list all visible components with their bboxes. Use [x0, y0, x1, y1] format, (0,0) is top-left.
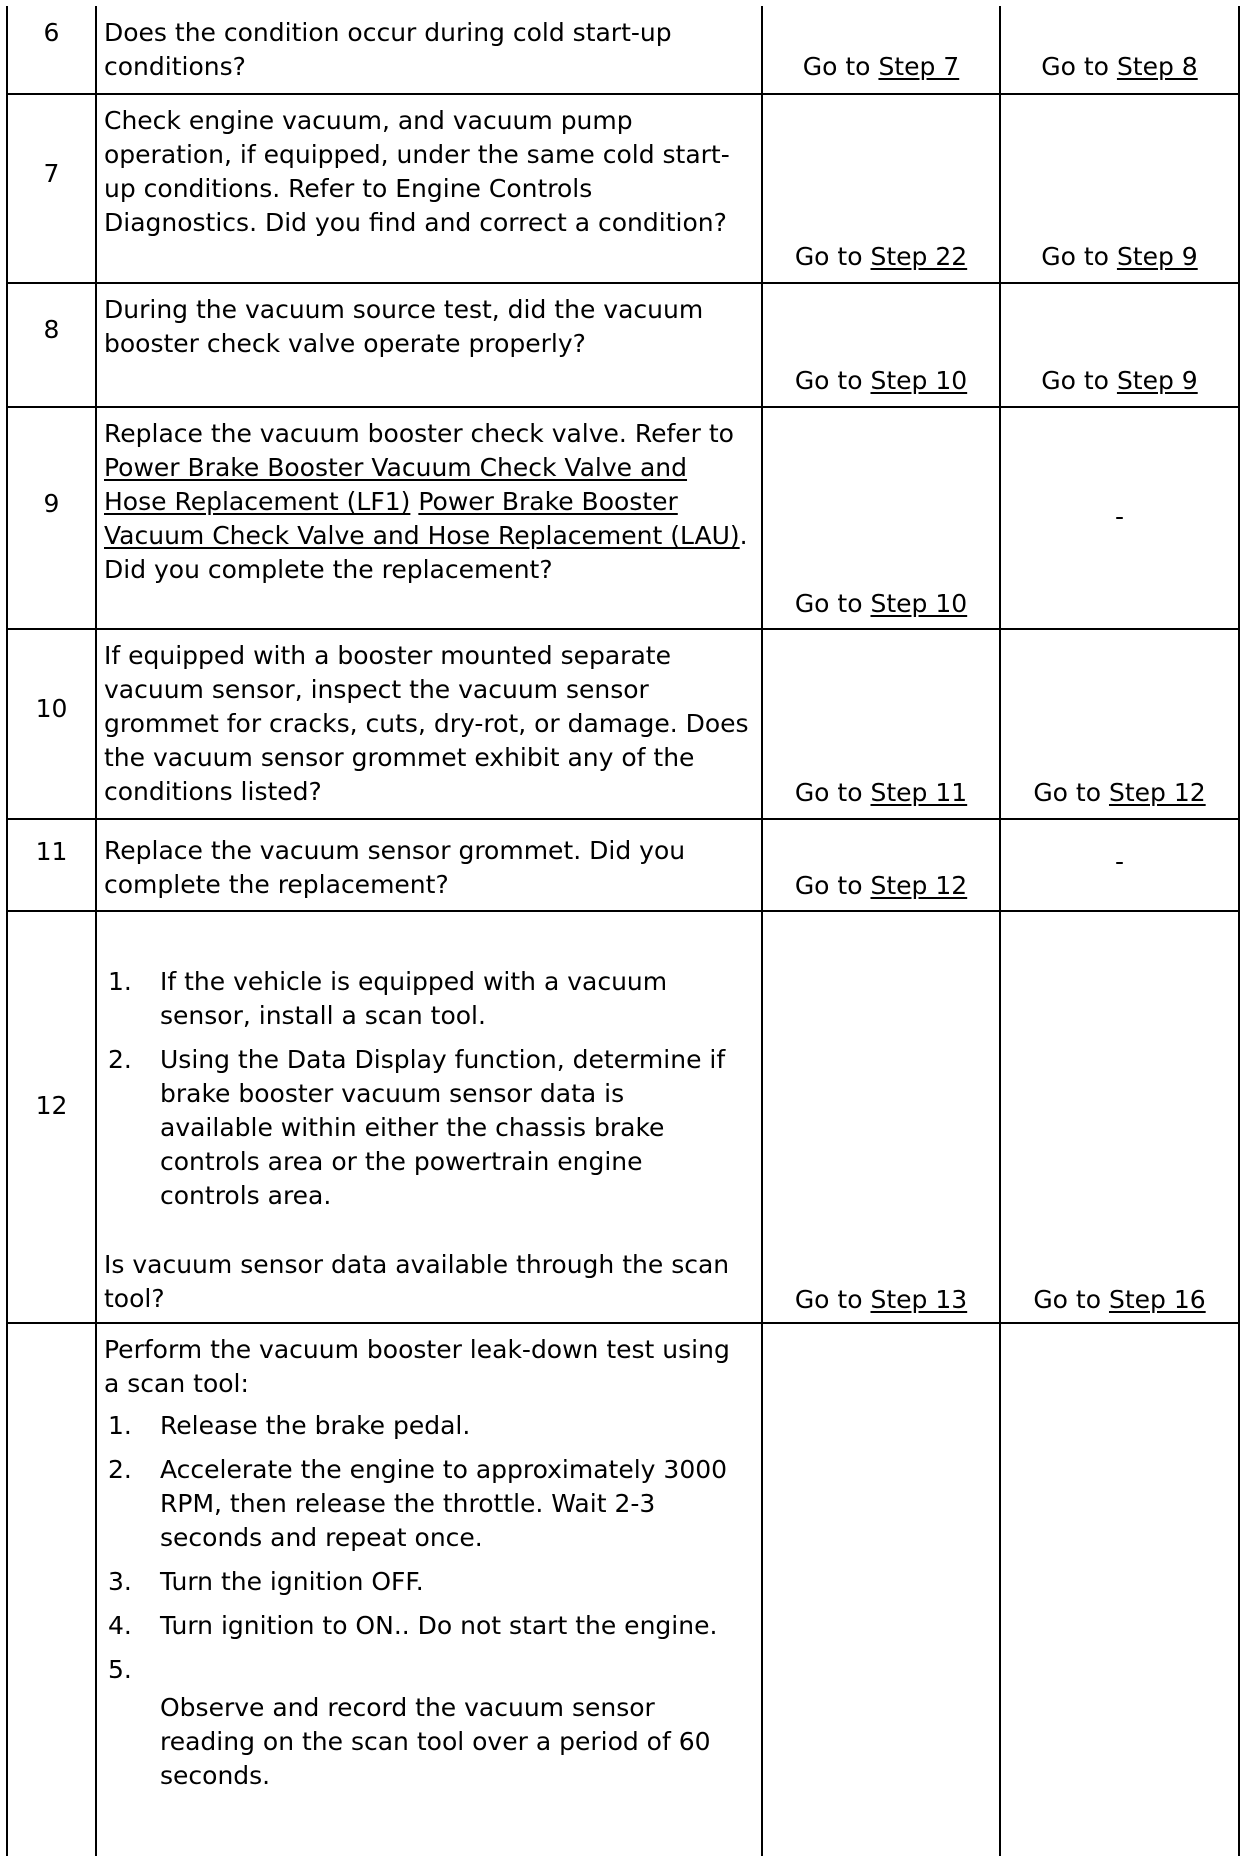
- grid-line: [6, 818, 1240, 820]
- yes-action: [763, 1283, 999, 1317]
- question-text: . Did you complete the replacement?: [104, 521, 748, 584]
- list-item: [104, 1653, 744, 1793]
- grid-line: [6, 282, 1240, 284]
- step-link[interactable]: Step 9: [1116, 366, 1198, 395]
- go-to-prefix: Go to: [794, 589, 863, 618]
- yes-action: [763, 240, 999, 274]
- no-action: [1001, 50, 1238, 84]
- yes-action: [763, 587, 999, 621]
- step-number: 11: [35, 837, 68, 866]
- list-text: Release the brake pedal.: [160, 1411, 471, 1440]
- grid-line: [6, 406, 1240, 408]
- grid-line: [6, 93, 1240, 95]
- list-text: Turn the ignition OFF.: [160, 1567, 424, 1596]
- instruction-list: [104, 965, 744, 1213]
- step-link[interactable]: Step 12: [1108, 778, 1206, 807]
- list-item: [104, 1609, 744, 1643]
- step-instructions: [104, 1409, 744, 1793]
- step-link[interactable]: Step 8: [1116, 52, 1198, 81]
- step-question: During the vacuum source test, did the vacuum booster check valve operate properly?: [104, 295, 704, 358]
- go-to-prefix: Go to: [794, 1285, 863, 1314]
- go-to-prefix: Go to: [1033, 1285, 1102, 1314]
- list-number: 2.: [108, 1455, 132, 1484]
- grid-line: [6, 910, 1240, 912]
- go-to-prefix: Go to: [794, 366, 863, 395]
- step-number: 12: [35, 1091, 68, 1120]
- step-intro: Perform the vacuum booster leak-down test using a scan tool:: [104, 1335, 730, 1398]
- go-to-prefix: Go to: [1033, 778, 1102, 807]
- step-number: 6: [43, 18, 60, 47]
- step-question: Check engine vacuum, and vacuum pump operation, if equipped, under the same cold start-up conditions. Refer to Engine Controls Diagnostics. Did you find and correct a condition?: [104, 106, 730, 237]
- procedure-link-lf1[interactable]: Power Brake Booster Vacuum Check Valve and Hose Replacement (LF1): [104, 453, 688, 516]
- no-action-empty: -: [1114, 847, 1125, 876]
- list-number: 1.: [108, 967, 132, 996]
- yes-action: [763, 50, 999, 84]
- step-link[interactable]: Step 9: [1116, 242, 1198, 271]
- step-instructions: [104, 965, 744, 1213]
- list-item: [104, 1453, 744, 1555]
- list-number: 1.: [108, 1411, 132, 1440]
- step-question: If equipped with a booster mounted separate vacuum sensor, inspect the vacuum sensor grommet for cracks, cuts, dry-rot, or damage. Does the vacuum sensor grommet exhibit any of the conditions listed?: [104, 641, 749, 806]
- procedure-link-lau[interactable]: Power Brake Booster Vacuum Check Valve and Hose Replacement (LAU): [104, 487, 740, 550]
- step-link[interactable]: Step 22: [870, 242, 968, 271]
- go-to-prefix: Go to: [794, 871, 863, 900]
- go-to-prefix: Go to: [1041, 52, 1109, 81]
- yes-action: [763, 776, 999, 810]
- yes-action: [763, 364, 999, 398]
- go-to-prefix: Go to: [794, 778, 863, 807]
- list-text: If the vehicle is equipped with a vacuum sensor, install a scan tool.: [160, 967, 668, 1030]
- step-number: 7: [43, 159, 60, 188]
- no-action-empty: -: [1114, 502, 1125, 531]
- no-action: [1001, 364, 1238, 398]
- step-number: 9: [43, 489, 60, 518]
- step-link[interactable]: Step 10: [870, 366, 968, 395]
- list-item: [104, 965, 744, 1033]
- list-item: [104, 1409, 744, 1443]
- list-item: [104, 1565, 744, 1599]
- list-number: 2.: [108, 1045, 132, 1074]
- list-text: Using the Data Display function, determine if brake booster vacuum sensor data is available within either the chassis brake controls area or the powertrain engine controls area.: [160, 1045, 726, 1210]
- step-question: Does the condition occur during cold start-up conditions?: [104, 18, 672, 81]
- grid-line: [6, 628, 1240, 630]
- step-link[interactable]: Step 10: [870, 589, 968, 618]
- no-action: [1001, 776, 1238, 810]
- step-link[interactable]: Step 16: [1108, 1285, 1206, 1314]
- step-link[interactable]: Step 11: [870, 778, 968, 807]
- step-question: [104, 417, 749, 587]
- list-item: [104, 1043, 744, 1213]
- list-number: 4.: [108, 1611, 132, 1640]
- list-number: 5.: [108, 1655, 132, 1684]
- no-action: [1001, 240, 1238, 274]
- list-number: 3.: [108, 1567, 132, 1596]
- step-question: Replace the vacuum sensor grommet. Did you complete the replacement?: [104, 836, 686, 899]
- list-text: Accelerate the engine to approximately 3000 RPM, then release the throttle. Wait 2-3 seconds and repeat once.: [160, 1455, 728, 1552]
- step-link[interactable]: Step 7: [878, 52, 960, 81]
- instruction-list: [104, 1409, 744, 1793]
- go-to-prefix: Go to: [1041, 366, 1109, 395]
- step-link[interactable]: Step 13: [870, 1285, 968, 1314]
- no-action: [1001, 1283, 1238, 1317]
- step-question: Is vacuum sensor data available through the scan tool?: [104, 1250, 730, 1313]
- list-text: Observe and record the vacuum sensor reading on the scan tool over a period of 60 seconds.: [160, 1693, 711, 1790]
- step-number: 10: [35, 694, 68, 723]
- go-to-prefix: Go to: [1041, 242, 1109, 271]
- go-to-prefix: Go to: [802, 52, 871, 81]
- step-link[interactable]: Step 12: [870, 871, 968, 900]
- list-text: Turn ignition to ON.. Do not start the engine.: [160, 1611, 718, 1640]
- step-number: 8: [43, 315, 60, 344]
- question-text: Replace the vacuum booster check valve. Refer to: [104, 419, 734, 448]
- go-to-prefix: Go to: [794, 242, 863, 271]
- grid-line: [6, 1322, 1240, 1324]
- yes-action: [763, 869, 999, 903]
